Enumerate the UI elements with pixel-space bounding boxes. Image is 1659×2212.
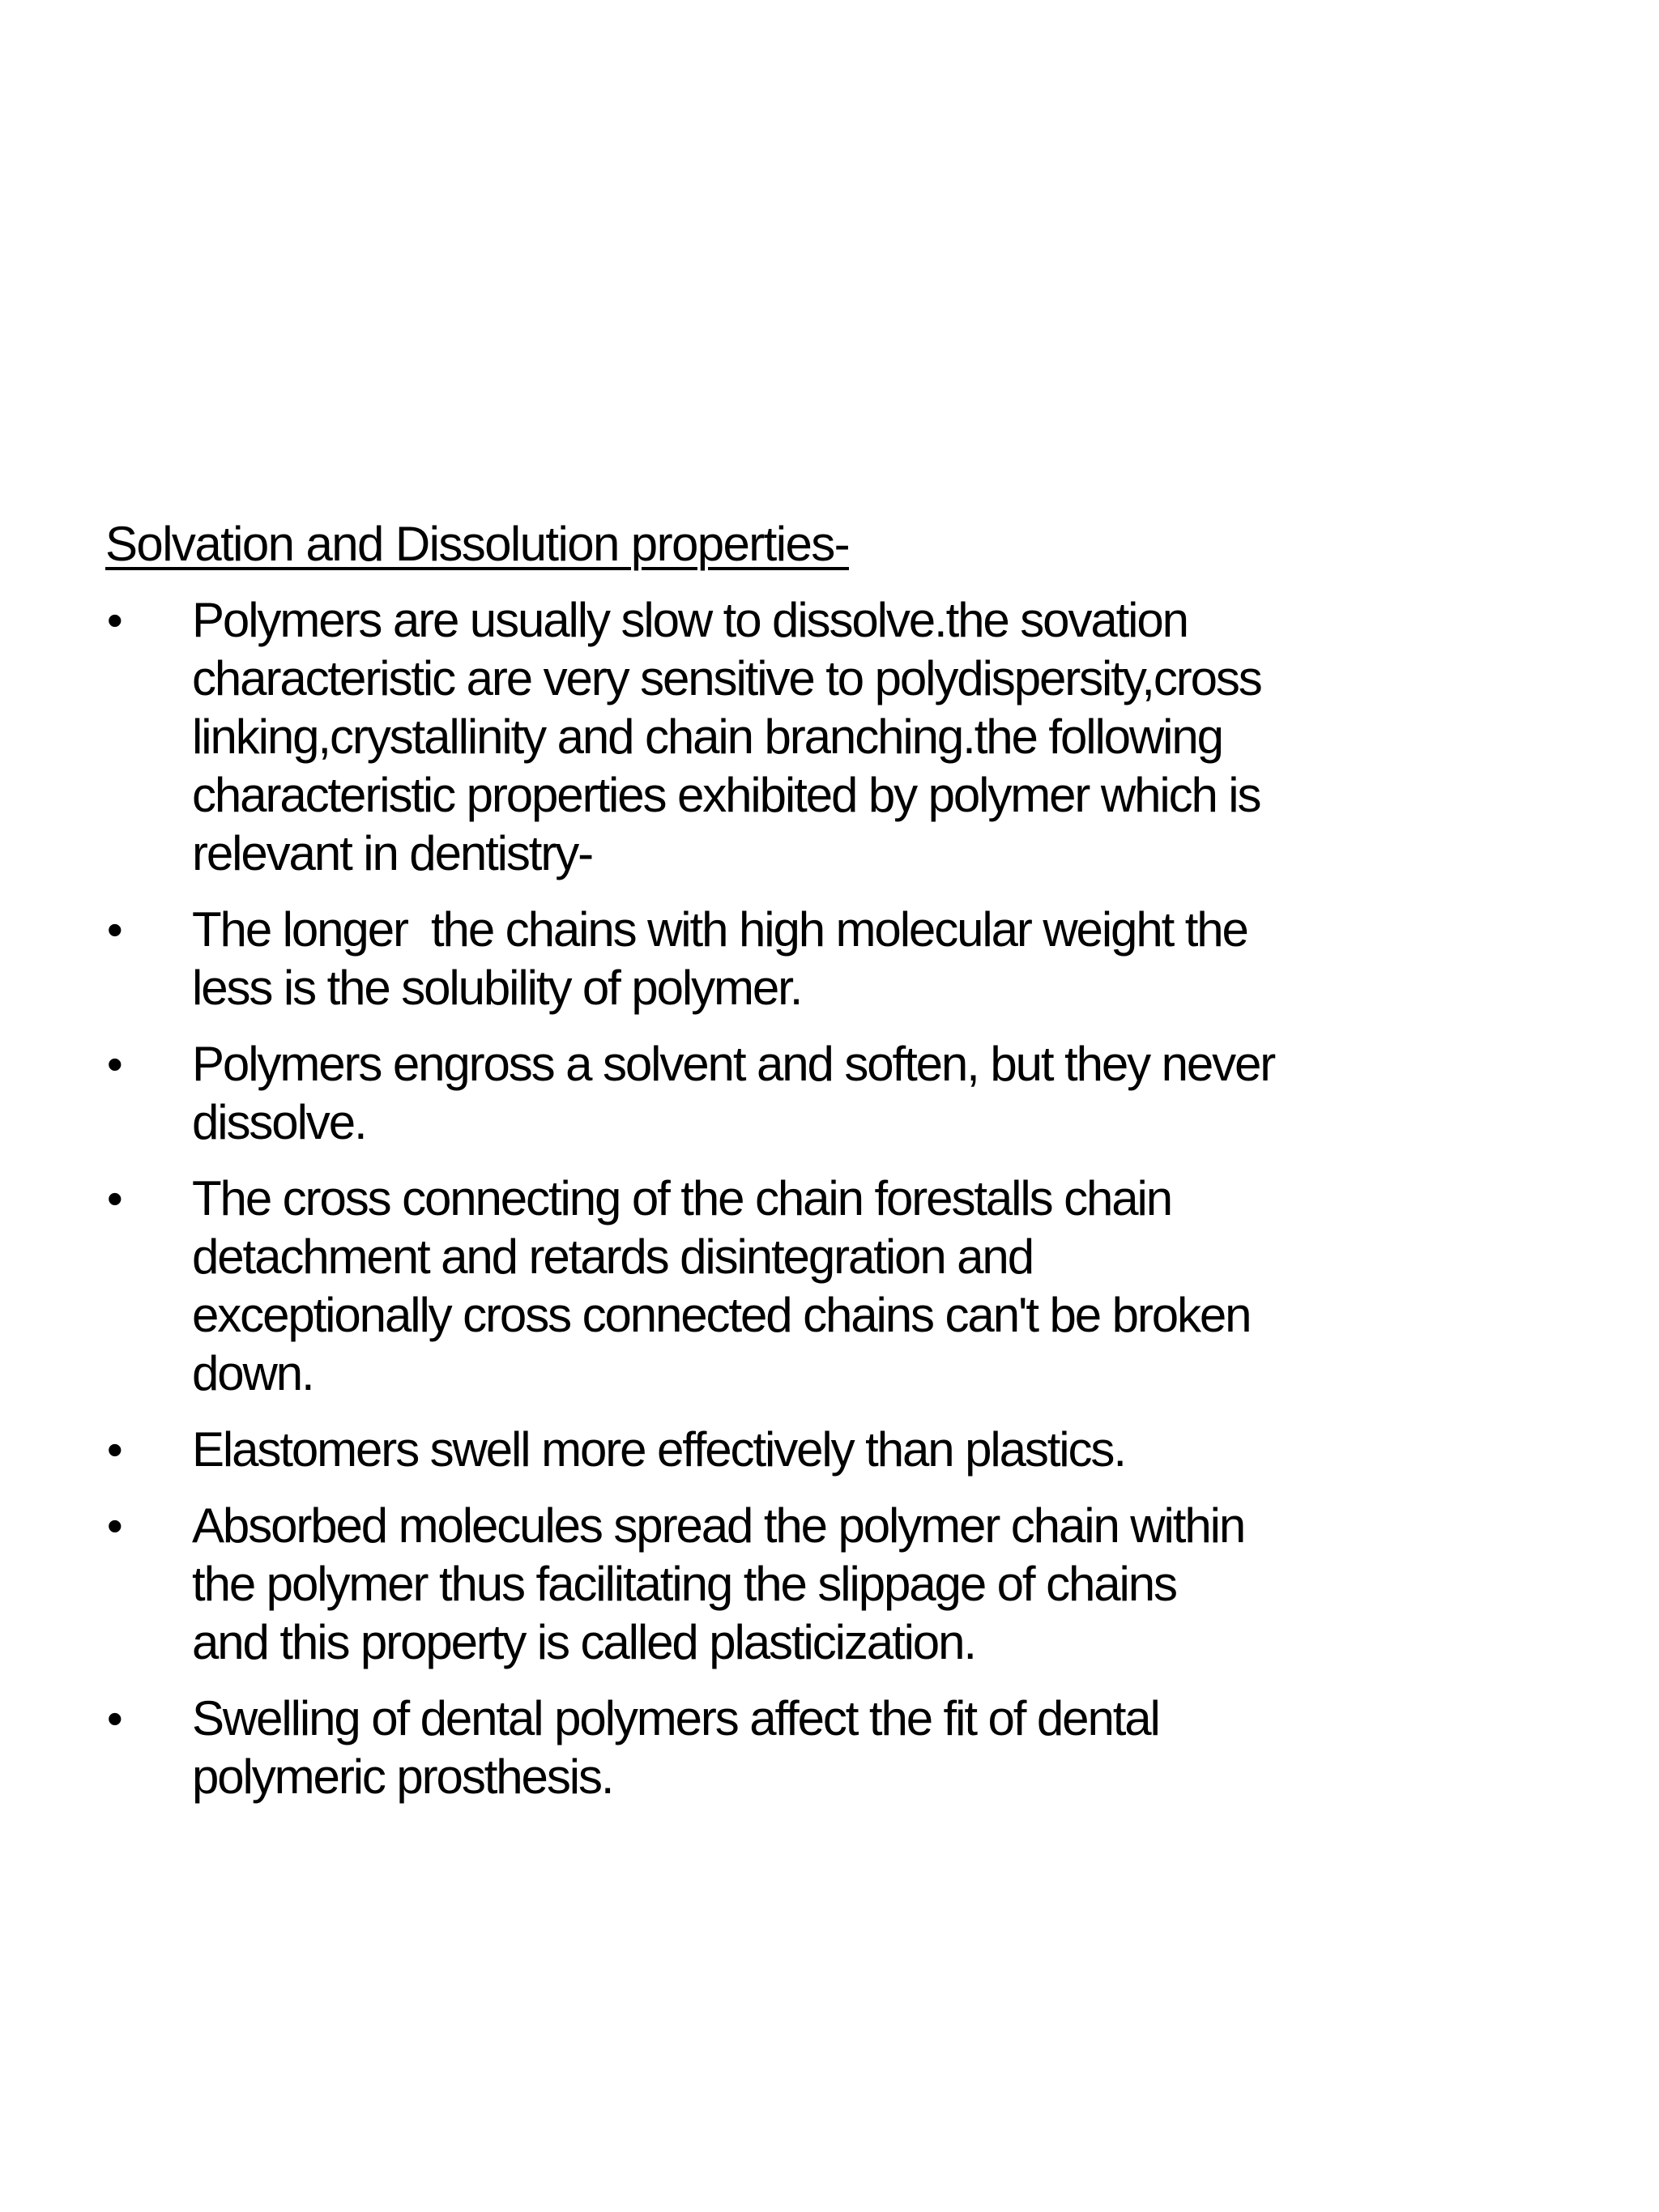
bullet-icon: • xyxy=(107,1693,123,1744)
bullet-icon: • xyxy=(107,595,123,646)
slide-title: Solvation and Dissolution properties- xyxy=(105,517,849,571)
bullet-item xyxy=(105,1497,1628,1672)
bullet-text-line: less is the solubility of polymer. xyxy=(192,961,802,1015)
bullet-text-line: Elastomers swell more effectively than plastics. xyxy=(192,1422,1125,1477)
bullet-icon: • xyxy=(107,1500,123,1551)
bullet-text-line: and this property is called plasticization. xyxy=(192,1615,975,1669)
bullet-text-line: linking,crystallinity and chain branching.the following xyxy=(192,710,1222,764)
bullet-text-line: The cross connecting of the chain forestalls chain xyxy=(192,1171,1172,1225)
bullet-text-line: dissolve. xyxy=(192,1095,366,1149)
bullet-text-line: the polymer thus facilitating the slippage of chains xyxy=(192,1557,1176,1611)
bullet-text-line: characteristic are very sensitive to polydispersity,cross xyxy=(192,651,1261,705)
bullet-icon: • xyxy=(107,1424,123,1475)
bullet-text-line: Swelling of dental polymers affect the fit of dental xyxy=(192,1691,1159,1745)
bullet-text-line: Polymers engross a solvent and soften, but they never xyxy=(192,1037,1275,1091)
bullet-text-line: exceptionally cross connected chains can't be broken xyxy=(192,1288,1251,1342)
bullet-text-line: polymeric prosthesis. xyxy=(192,1750,613,1804)
bullet-text-line: The longer the chains with high molecular weight the xyxy=(192,902,1247,957)
bullet-icon: • xyxy=(107,904,123,955)
bullet-item xyxy=(105,901,1628,1017)
bullet-icon: • xyxy=(107,1173,123,1224)
slide-content xyxy=(105,515,1628,1806)
bullet-item xyxy=(105,591,1628,883)
bullet-icon: • xyxy=(107,1038,123,1089)
bullet-item xyxy=(105,1690,1628,1806)
bullet-text-line: relevant in dentistry- xyxy=(192,826,593,880)
bullet-text-line: down. xyxy=(192,1346,313,1400)
bullet-text-line: Absorbed molecules spread the polymer chain within xyxy=(192,1498,1245,1553)
bullet-text-line: detachment and retards disintegration and xyxy=(192,1230,1033,1284)
bullet-item xyxy=(105,1035,1628,1152)
bullet-item xyxy=(105,1170,1628,1403)
bullet-item xyxy=(105,1421,1628,1479)
bullet-text-line: Polymers are usually slow to dissolve.the sovation xyxy=(192,593,1188,647)
bullet-text-line: characteristic properties exhibited by polymer which is xyxy=(192,768,1260,822)
